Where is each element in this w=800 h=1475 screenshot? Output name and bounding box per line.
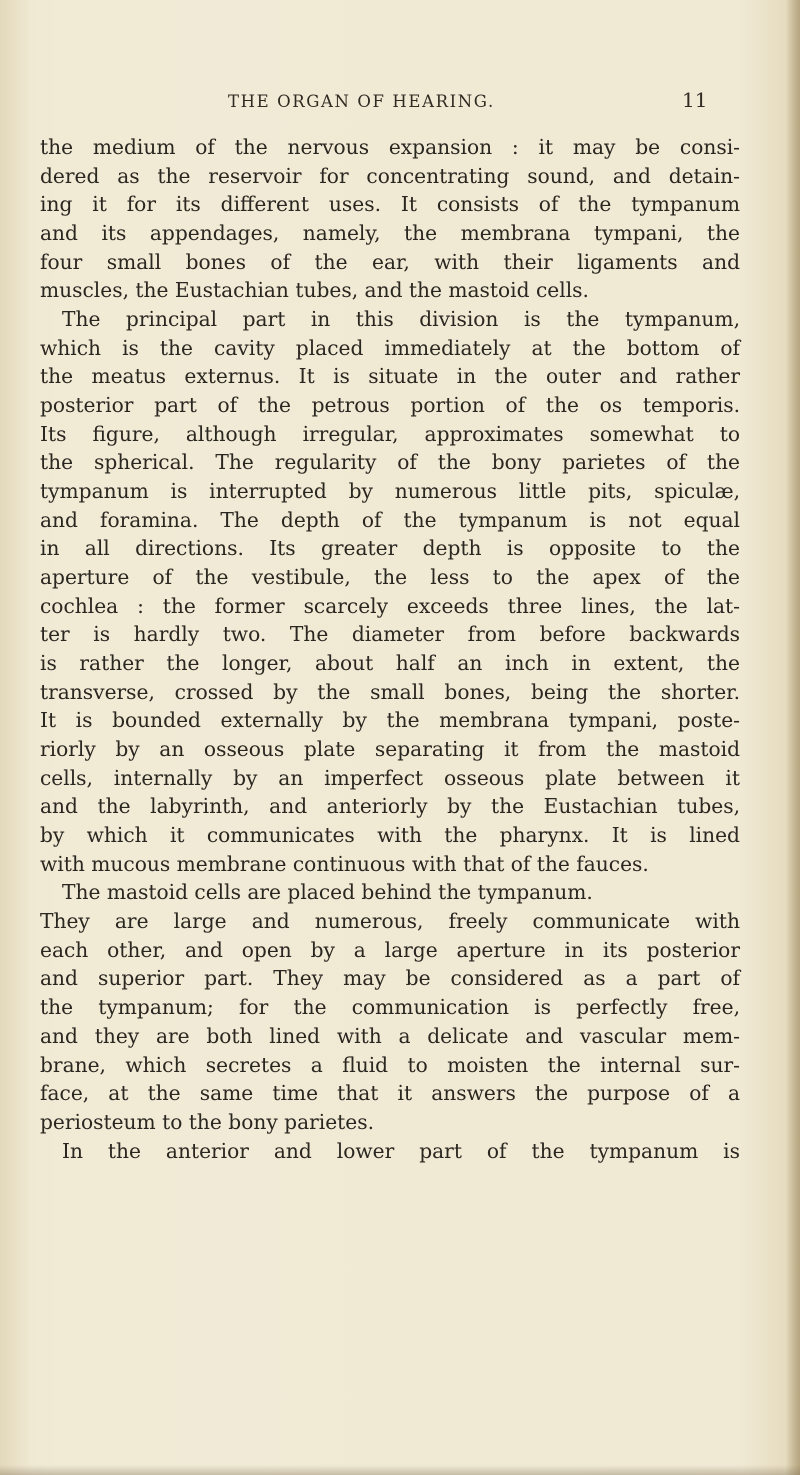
text-line: muscles, the Eustachian tubes, and the mastoid cells. bbox=[40, 278, 589, 303]
page-edge-shadow bbox=[786, 0, 800, 1475]
text-line: aperture of the vestibule, the less to the apex of the bbox=[40, 565, 740, 590]
text-line: They are large and numerous, freely communicate with bbox=[40, 909, 740, 934]
text-line: face, at the same time that it answers the purpose of a bbox=[40, 1081, 740, 1106]
text-line: and they are both lined with a delicate and vascular mem- bbox=[40, 1023, 740, 1048]
text-line: Its figure, although irregular, approximates somewhat to bbox=[40, 421, 740, 446]
text-line: and superior part. They may be considered as a part of bbox=[40, 966, 740, 991]
body-text bbox=[40, 133, 740, 1165]
text-line: posterior part of the petrous portion of the os temporis. bbox=[40, 393, 740, 418]
text-line: is rather the longer, about half an inch in extent, the bbox=[40, 651, 740, 676]
text-line: with mucous membrane continuous with that of the fauces. bbox=[40, 851, 649, 876]
running-title: THE ORGAN OF HEARING. bbox=[228, 92, 495, 111]
text-line: ing it for its different uses. It consists of the tympanum bbox=[40, 192, 740, 217]
text-line: by which it communicates with the pharynx. It is lined bbox=[40, 823, 740, 848]
text-line: tympanum is interrupted by numerous little pits, spiculæ, bbox=[40, 479, 740, 504]
text-line: the meatus externus. It is situate in the outer and rather bbox=[40, 364, 740, 389]
text-line: transverse, crossed by the small bones, being the shorter. bbox=[40, 679, 740, 704]
text-line: cochlea : the former scarcely exceeds three lines, the lat- bbox=[40, 593, 740, 618]
text-line: the medium of the nervous expansion : it may be consi- bbox=[40, 135, 740, 159]
text-line: the spherical. The regularity of the bony parietes of the bbox=[40, 450, 740, 475]
text-line: each other, and open by a large aperture in its posterior bbox=[40, 937, 740, 962]
text-line: in all directions. Its greater depth is opposite to the bbox=[40, 536, 740, 561]
text-line: dered as the reservoir for concentrating sound, and detain- bbox=[40, 163, 740, 188]
text-line: periosteum to the bony parietes. bbox=[40, 1109, 375, 1134]
text-line: The mastoid cells are placed behind the tympanum. bbox=[62, 880, 593, 905]
text-line: In the anterior and lower part of the tympanum is bbox=[62, 1138, 740, 1163]
text-line: the tympanum; for the communication is perfectly free, bbox=[40, 995, 740, 1020]
text-line: four small bones of the ear, with their ligaments and bbox=[40, 249, 740, 274]
text-line: brane, which secretes a fluid to moisten the internal sur- bbox=[40, 1052, 740, 1077]
text-line: and its appendages, namely, the membrana tympani, the bbox=[40, 221, 740, 246]
page-bottom-shadow bbox=[0, 1465, 800, 1475]
text-line: ter is hardly two. The diameter from before backwards bbox=[40, 622, 740, 647]
text-line: The principal part in this division is the tympanum, bbox=[62, 307, 740, 332]
text-line: It is bounded externally by the membrana tympani, poste- bbox=[40, 708, 740, 733]
text-line: riorly by an osseous plate separating it from the mastoid bbox=[40, 737, 740, 762]
page-number: 11 bbox=[682, 88, 708, 112]
text-line: which is the cavity placed immediately at the bottom of bbox=[40, 335, 740, 360]
text-line: cells, internally by an imperfect osseous plate between it bbox=[40, 765, 740, 790]
text-line: and the labyrinth, and anteriorly by the Eustachian tubes, bbox=[40, 794, 740, 819]
text-line: and foramina. The depth of the tympanum is not equal bbox=[40, 507, 740, 532]
